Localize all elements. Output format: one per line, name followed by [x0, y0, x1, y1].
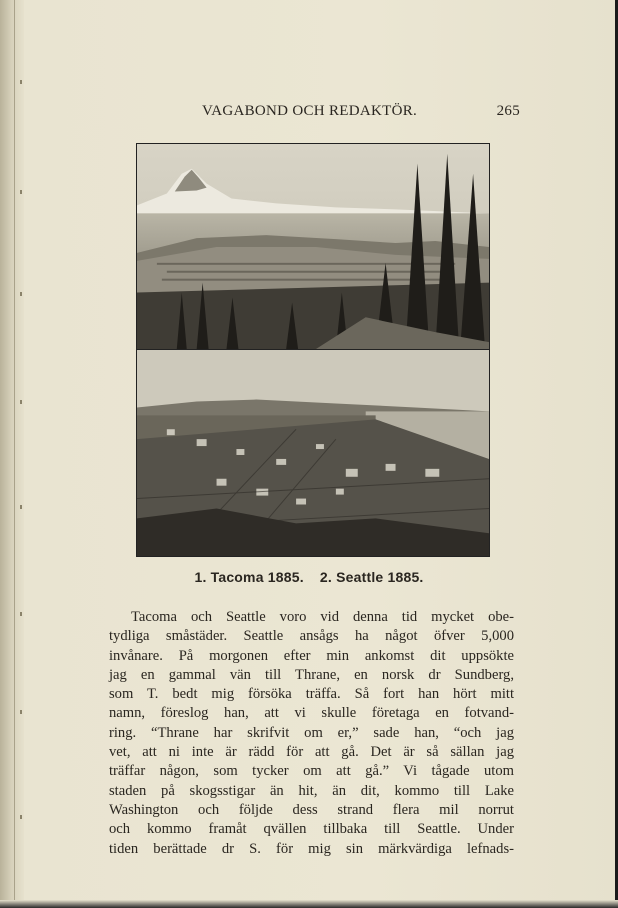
caption-seattle: 2. Seattle 1885. [319, 569, 424, 585]
binding-mark [20, 190, 22, 194]
page-header [140, 103, 520, 123]
page-bottom-edge [0, 900, 618, 908]
text-line: vet, att ni inte är rädd för att gå. Det är så sällan jag [109, 744, 514, 761]
tacoma-illustration [136, 143, 490, 350]
figure-caption [0, 569, 618, 585]
text-line: och kommo framåt qvällen tillbaka till Seattle. Under [109, 821, 514, 838]
text-line: tydliga småstäder. Seattle ansågs ha något öfver 5,000 [109, 628, 514, 645]
spine-fold-line [14, 0, 15, 908]
body-paragraph [109, 608, 514, 859]
binding-mark [20, 710, 22, 714]
running-head: VAGABOND OCH REDAKTÖR. [202, 103, 418, 119]
binding-mark [20, 815, 22, 819]
text-line: Tacoma och Seattle voro vid denna tid mycket obe- [131, 609, 514, 625]
text-line: Washington och följde dess strand flera mil norrut [109, 801, 514, 818]
text-line: staden på skogsstigar än hit, än dit, kommo till Lake [109, 782, 514, 799]
book-spine [0, 0, 24, 908]
binding-mark [20, 505, 22, 509]
binding-mark [20, 400, 22, 404]
text-line: jag en gammal vän till Thrane, en norsk dr Sundberg, [109, 666, 514, 683]
text-line: invånare. På morgonen efter min ankomst dit uppsökte [109, 647, 514, 664]
illustration-figure [136, 143, 490, 557]
binding-mark [20, 612, 22, 616]
seattle-illustration [136, 349, 490, 557]
text-line: namn, föreslog han, att vi skulle företaga en fotvand- [109, 705, 514, 722]
text-line: som T. bedt mig försöka träffa. Så fort han hört mitt [109, 686, 514, 703]
page-number: 265 [496, 103, 520, 119]
binding-mark [20, 80, 22, 84]
binding-mark [20, 292, 22, 296]
text-line: tiden berättade dr S. för mig sin märkvärdiga lefnads- [109, 840, 514, 857]
caption-tacoma: 1. Tacoma 1885. [194, 569, 304, 585]
text-line: träffar någon, som tycker om att gå.” Vi tågade utom [109, 763, 514, 780]
text-line: ring. “Thrane har skrifvit om er,” sade han, “och jag [109, 724, 514, 741]
